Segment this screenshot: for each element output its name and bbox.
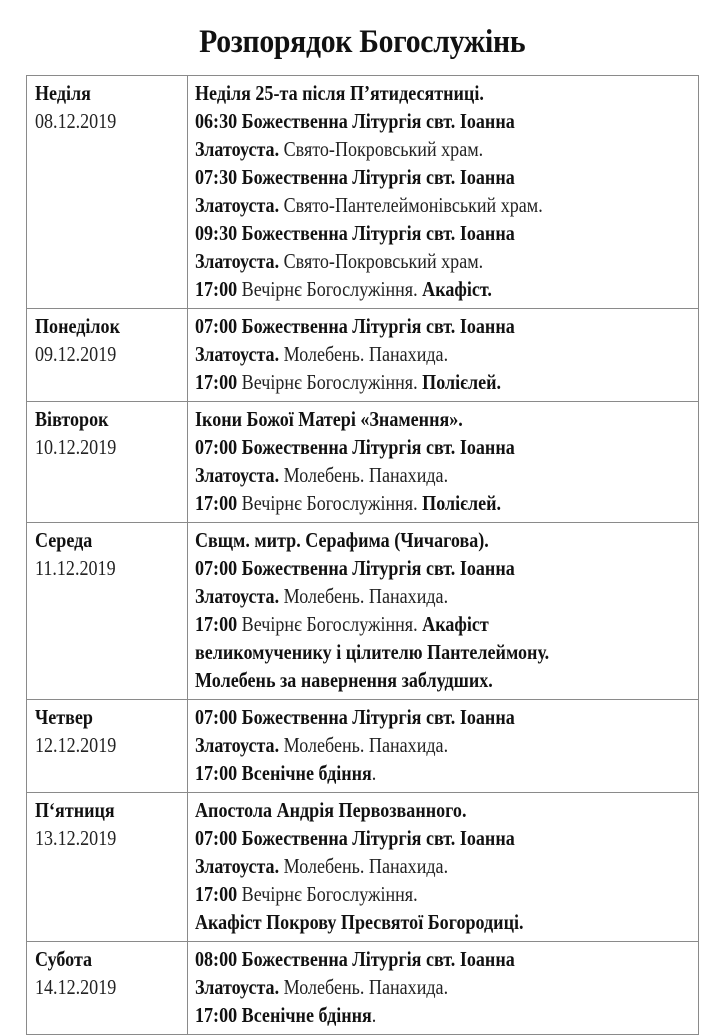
service-text-bold: Златоуста. <box>195 193 280 217</box>
service-line <box>195 79 698 107</box>
schedule-row <box>27 700 699 793</box>
service-text: . <box>371 1003 377 1027</box>
schedule-row <box>27 523 699 700</box>
day-cell <box>27 942 188 1035</box>
services-cell <box>188 76 699 309</box>
service-text: Молебень. Панахида. <box>279 854 449 878</box>
service-text-bold: 17:00 <box>195 612 238 636</box>
service-line <box>195 880 698 908</box>
service-text-bold: 17:00 <box>195 491 238 515</box>
day-name: Субота <box>35 947 93 971</box>
service-line <box>195 582 698 610</box>
service-text-bold: великомученику і цілителю Пантелеймону. <box>195 640 550 664</box>
day-date: 10.12.2019 <box>35 435 117 459</box>
service-line <box>195 1001 698 1029</box>
service-text-bold: Свщм. митр. Серафима (Чичагова). <box>195 528 489 552</box>
service-line <box>195 275 698 303</box>
day-cell <box>27 523 188 700</box>
service-text-bold: 17:00 <box>195 277 238 301</box>
service-text-bold: 08:00 Божественна Літургія свт. Іоанна <box>195 947 515 971</box>
service-line <box>195 163 698 191</box>
service-text: Вечірнє Богослужіння. <box>237 491 423 515</box>
service-line <box>195 219 698 247</box>
service-text-bold: 07:30 Божественна Літургія свт. Іоанна <box>195 165 515 189</box>
day-name: П‘ятниця <box>35 798 115 822</box>
service-text-bold: 07:00 Божественна Літургія свт. Іоанна <box>195 314 515 338</box>
schedule-body <box>27 76 699 1035</box>
service-text: Вечірнє Богослужіння. <box>237 370 423 394</box>
service-text: Молебень. Панахида. <box>279 342 449 366</box>
day-name: Четвер <box>35 705 93 729</box>
service-text-bold: 17:00 Всенічне бдіння <box>195 1003 372 1027</box>
service-text-bold: 17:00 <box>195 882 238 906</box>
day-cell <box>27 402 188 523</box>
service-text-bold: Златоуста. <box>195 733 280 757</box>
day-date: 12.12.2019 <box>35 733 117 757</box>
service-line <box>195 526 698 554</box>
service-line <box>195 107 698 135</box>
services-cell <box>188 700 699 793</box>
services-cell <box>188 402 699 523</box>
service-text-bold: Полієлей. <box>422 491 502 515</box>
service-text-bold: Апостола Андрія Первозванного. <box>195 798 467 822</box>
services-cell <box>188 793 699 942</box>
service-text: Вечірнє Богослужіння. <box>237 882 418 906</box>
day-name: Неділя <box>35 81 91 105</box>
service-line <box>195 368 698 396</box>
service-line <box>195 433 698 461</box>
service-text: Свято-Покровський храм. <box>279 137 484 161</box>
schedule-row <box>27 76 699 309</box>
service-line <box>195 461 698 489</box>
service-text-bold: 17:00 <box>195 370 238 394</box>
service-line <box>195 731 698 759</box>
schedule-row <box>27 793 699 942</box>
service-text-bold: Акафіст. <box>422 277 492 301</box>
service-text-bold: 17:00 Всенічне бдіння <box>195 761 372 785</box>
services-cell <box>188 309 699 402</box>
service-line <box>195 554 698 582</box>
service-text: Молебень. Панахида. <box>279 584 449 608</box>
services-cell <box>188 942 699 1035</box>
service-line <box>195 610 698 638</box>
service-text: Вечірнє Богослужіння. <box>237 277 423 301</box>
service-text: . <box>371 761 377 785</box>
day-cell <box>27 76 188 309</box>
day-date: 08.12.2019 <box>35 109 117 133</box>
service-text-bold: 06:30 Божественна Літургія свт. Іоанна <box>195 109 515 133</box>
service-text: Молебень. Панахида. <box>279 733 449 757</box>
service-line <box>195 852 698 880</box>
service-text: Свято-Пантелеймонівський храм. <box>279 193 543 217</box>
day-date: 09.12.2019 <box>35 342 117 366</box>
service-text-bold: 09:30 Божественна Літургія свт. Іоанна <box>195 221 515 245</box>
day-date: 14.12.2019 <box>35 975 117 999</box>
service-line <box>195 191 698 219</box>
service-line <box>195 945 698 973</box>
schedule-table <box>26 75 699 1035</box>
service-line <box>195 973 698 1001</box>
service-text-bold: Акафіст Покрову Пресвятої Богородиці. <box>195 910 524 934</box>
day-date: 13.12.2019 <box>35 826 117 850</box>
day-name: Вівторок <box>35 407 109 431</box>
service-text: Молебень. Панахида. <box>279 975 449 999</box>
service-text-bold: 07:00 Божественна Літургія свт. Іоанна <box>195 705 515 729</box>
service-text-bold: Златоуста. <box>195 854 280 878</box>
service-line <box>195 405 698 433</box>
service-text-bold: Златоуста. <box>195 249 280 273</box>
service-text: Вечірнє Богослужіння. <box>237 612 423 636</box>
service-line <box>195 908 698 936</box>
service-text-bold: Акафіст <box>422 612 489 636</box>
service-line <box>195 247 698 275</box>
service-line <box>195 638 698 666</box>
day-name: Понеділок <box>35 314 120 338</box>
service-text-bold: 07:00 Божественна Літургія свт. Іоанна <box>195 435 515 459</box>
day-cell <box>27 700 188 793</box>
service-text-bold: Златоуста. <box>195 584 280 608</box>
day-date: 11.12.2019 <box>35 556 116 580</box>
service-text-bold: Ікони Божої Матері «Знамення». <box>195 407 463 431</box>
service-text: Молебень. Панахида. <box>279 463 449 487</box>
service-text-bold: Златоуста. <box>195 463 280 487</box>
page-title: Розпорядок Богослужінь <box>198 24 526 60</box>
schedule-row <box>27 309 699 402</box>
service-text-bold: Златоуста. <box>195 975 280 999</box>
service-line <box>195 340 698 368</box>
day-cell <box>27 309 188 402</box>
service-line <box>195 824 698 852</box>
service-line <box>195 796 698 824</box>
service-line <box>195 759 698 787</box>
service-text-bold: Полієлей. <box>422 370 502 394</box>
service-line <box>195 312 698 340</box>
service-text-bold: Златоуста. <box>195 137 280 161</box>
service-text-bold: Молебень за навернення заблудших. <box>195 668 493 692</box>
services-cell <box>188 523 699 700</box>
schedule-row <box>27 402 699 523</box>
service-text-bold: 07:00 Божественна Літургія свт. Іоанна <box>195 556 515 580</box>
service-line <box>195 666 698 694</box>
service-line <box>195 135 698 163</box>
schedule-row <box>27 942 699 1035</box>
day-name: Середа <box>35 528 93 552</box>
service-line <box>195 489 698 517</box>
service-text: Свято-Покровський храм. <box>279 249 484 273</box>
service-line <box>195 703 698 731</box>
day-cell <box>27 793 188 942</box>
service-text-bold: 07:00 Божественна Літургія свт. Іоанна <box>195 826 515 850</box>
service-text-bold: Неділя 25-та після П’ятидесятниці. <box>195 81 484 105</box>
service-text-bold: Златоуста. <box>195 342 280 366</box>
